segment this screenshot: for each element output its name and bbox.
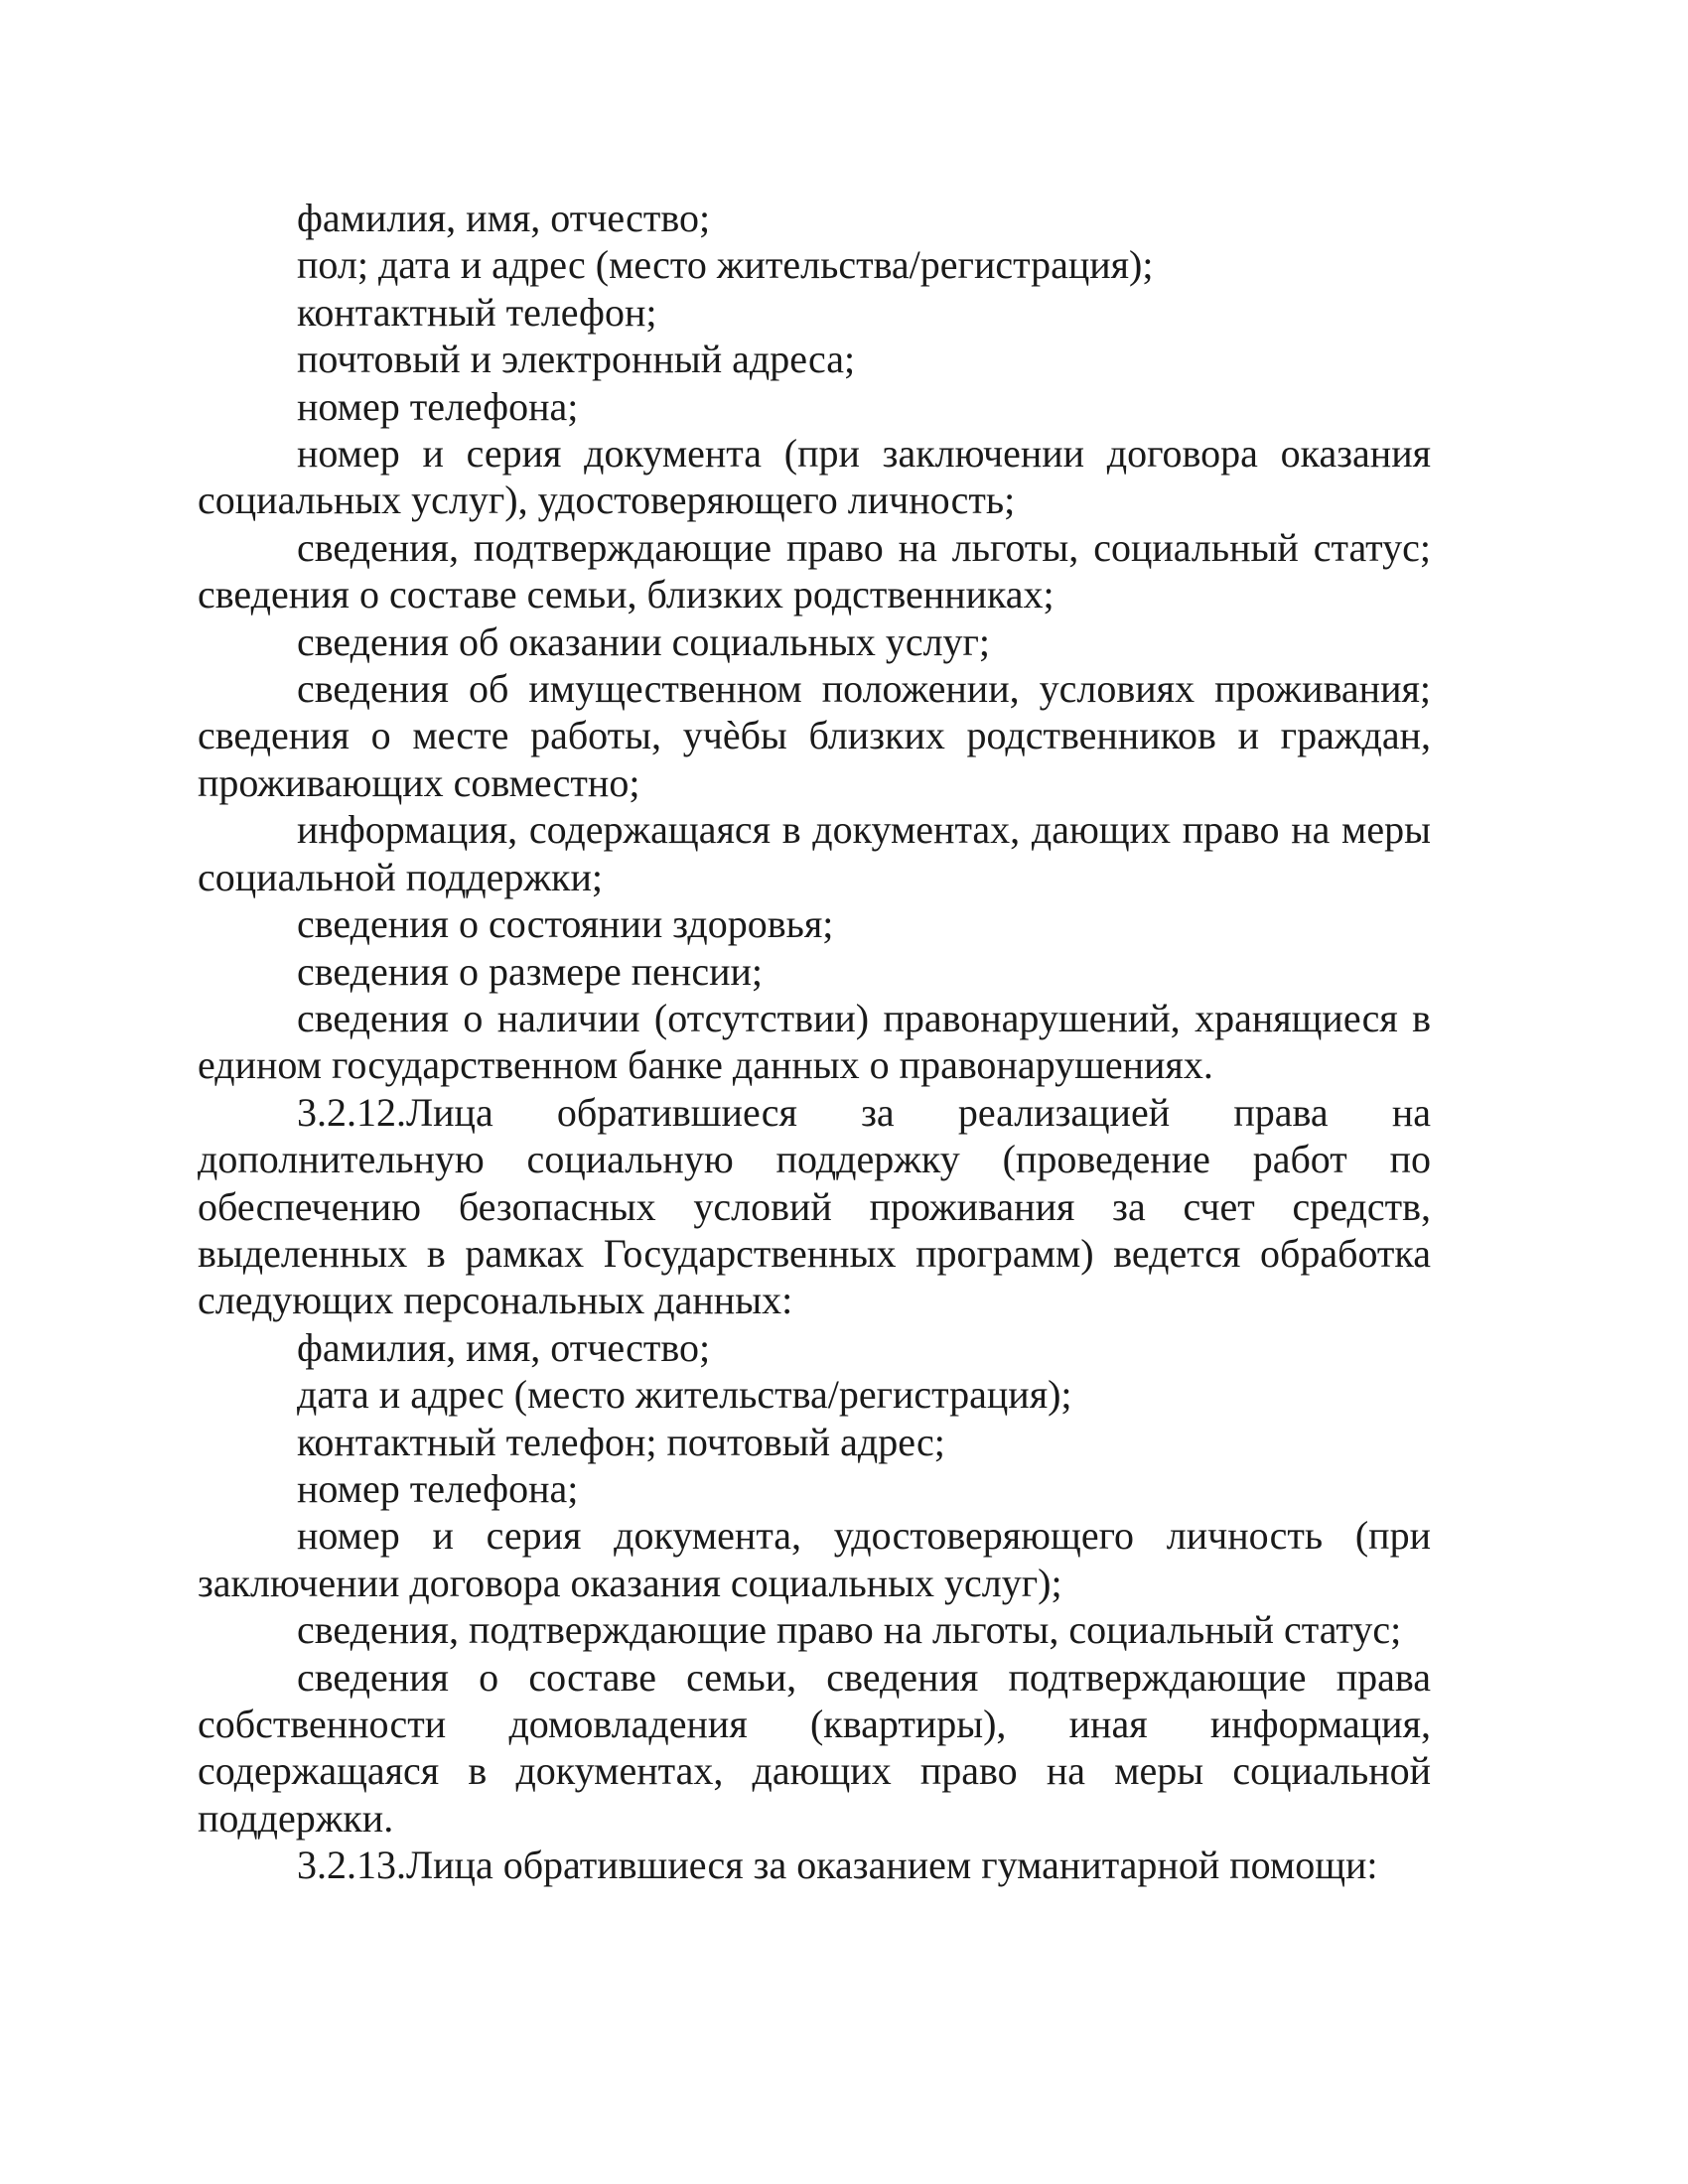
paragraph-benefits-status: сведения, подтверждающие право на льготы, социальный статус; сведения о составе семьи, близких родственниках;: [198, 524, 1431, 617]
paragraph-health: сведения о состоянии здоровья;: [297, 901, 834, 947]
paragraph-phone-number-2: номер телефона;: [297, 1465, 579, 1511]
section-3-2-12: 3.2.12.Лица обратившиеся за реализацией права на дополнительную социальную поддержку (проведение работ по обеспечению безопасных условий проживания за счет средств, выделенных в рамках Государственных программ) ведется обработка следующих персональных данных:: [198, 1089, 1431, 1323]
paragraph-property-status: сведения об имущественном положении, условиях проживания; сведения о месте работы, учѐбы близких родственников и граждан, проживающих совместно;: [198, 666, 1431, 805]
paragraph-contact-phone: контактный телефон;: [297, 289, 657, 335]
paragraph-benefits-status-2: сведения, подтверждающие право на льготы, социальный статус;: [297, 1607, 1402, 1653]
paragraph-full-name-2: фамилия, имя, отчество;: [297, 1324, 711, 1370]
paragraph-phone-number: номер телефона;: [297, 383, 579, 429]
paragraph-gender-date-address: пол; дата и адрес (место жительства/регистрация);: [297, 242, 1154, 288]
paragraph-postal-email: почтовый и электронный адреса;: [297, 337, 856, 382]
paragraph-id-document: номер и серия документа (при заключении договора оказания социальных услуг), удостоверяющего личность;: [198, 431, 1431, 523]
document-body: [198, 195, 1431, 1889]
paragraph-id-document-2: номер и серия документа, удостоверяющего личность (при заключении договора оказания социальных услуг);: [198, 1513, 1431, 1605]
paragraph-offenses: сведения о наличии (отсутствии) правонарушений, хранящиеся в едином государственном банке данных о правонарушениях.: [198, 995, 1431, 1088]
paragraph-family-property-2: сведения о составе семьи, сведения подтверждающие права собственности домовладения (квартиры), иная информация, содержащаяся в документах, дающих право на меры социальной поддержки.: [198, 1654, 1431, 1841]
paragraph-social-services: сведения об оказании социальных услуг;: [297, 618, 991, 664]
paragraph-contact-postal-2: контактный телефон; почтовый адрес;: [297, 1419, 945, 1464]
paragraph-date-address-2: дата и адрес (место жительства/регистрация);: [297, 1372, 1072, 1418]
paragraph-pension: сведения о размере пенсии;: [297, 948, 764, 994]
section-3-2-13: 3.2.13.Лица обратившиеся за оказанием гуманитарной помощи:: [297, 1843, 1378, 1888]
paragraph-full-name: фамилия, имя, отчество;: [297, 196, 711, 240]
paragraph-support-documents: информация, содержащаяся в документах, дающих право на меры социальной поддержки;: [198, 807, 1431, 899]
